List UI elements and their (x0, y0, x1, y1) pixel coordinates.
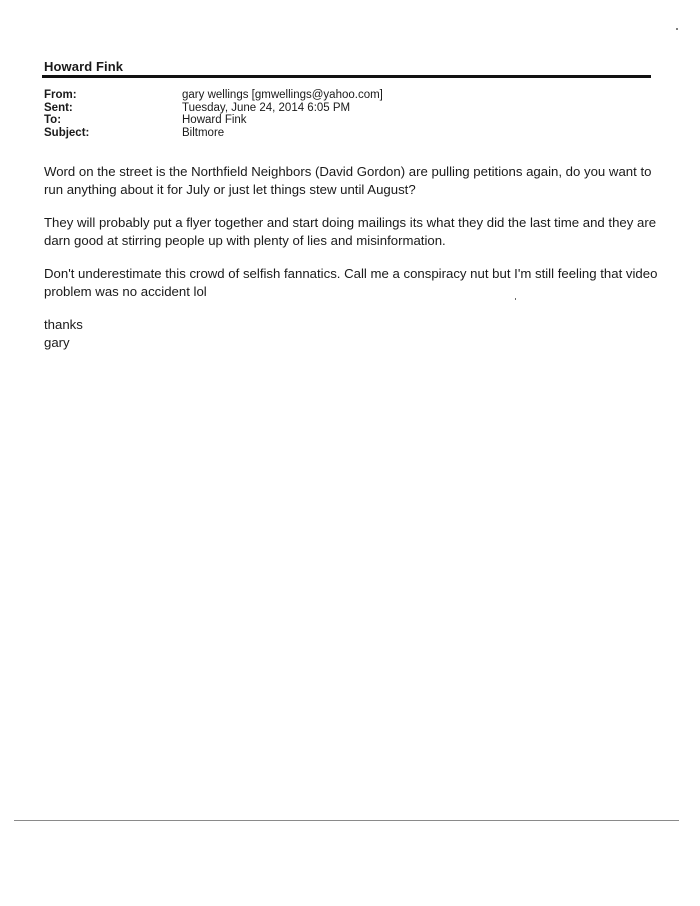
scan-speck (515, 298, 516, 300)
to-label: To: (44, 114, 62, 126)
closing-text: thanks (44, 317, 83, 332)
subject-value: Biltmore (182, 126, 225, 139)
from-label: From: (44, 89, 77, 101)
to-value: Howard Fink (182, 114, 247, 126)
subject-label: Subject: (44, 126, 90, 139)
email-header-block (44, 89, 604, 139)
header-row-to (44, 114, 604, 127)
mailbox-owner-name: Howard Fink (44, 59, 124, 74)
from-value: gary wellings [gmwellings@yahoo.com] (182, 89, 383, 101)
header-row-from (44, 89, 604, 102)
header-divider (42, 75, 651, 78)
body-paragraph-1: Word on the street is the Northfield Neighbors (David Gordon) are pulling petitions again, do you want to run anything about it for July or just let things stew until August? (44, 164, 652, 197)
body-paragraph-2: They will probably put a flyer together and start doing mailings its what they did the last time and they are darn good at stirring people up with plenty of lies and misinformation. (44, 215, 657, 248)
sent-label: Sent: (44, 101, 73, 114)
footer-divider (14, 820, 679, 821)
scan-speck (676, 28, 678, 30)
email-body (44, 163, 664, 352)
header-row-subject (44, 127, 604, 140)
header-row-sent (44, 102, 604, 115)
signature-text: gary (44, 335, 70, 350)
sent-value: Tuesday, June 24, 2014 6:05 PM (182, 101, 351, 114)
body-paragraph-3: Don't underestimate this crowd of selfish fannatics. Call me a conspiracy nut but I'm still feeling that video problem was no accident lol (44, 266, 658, 299)
